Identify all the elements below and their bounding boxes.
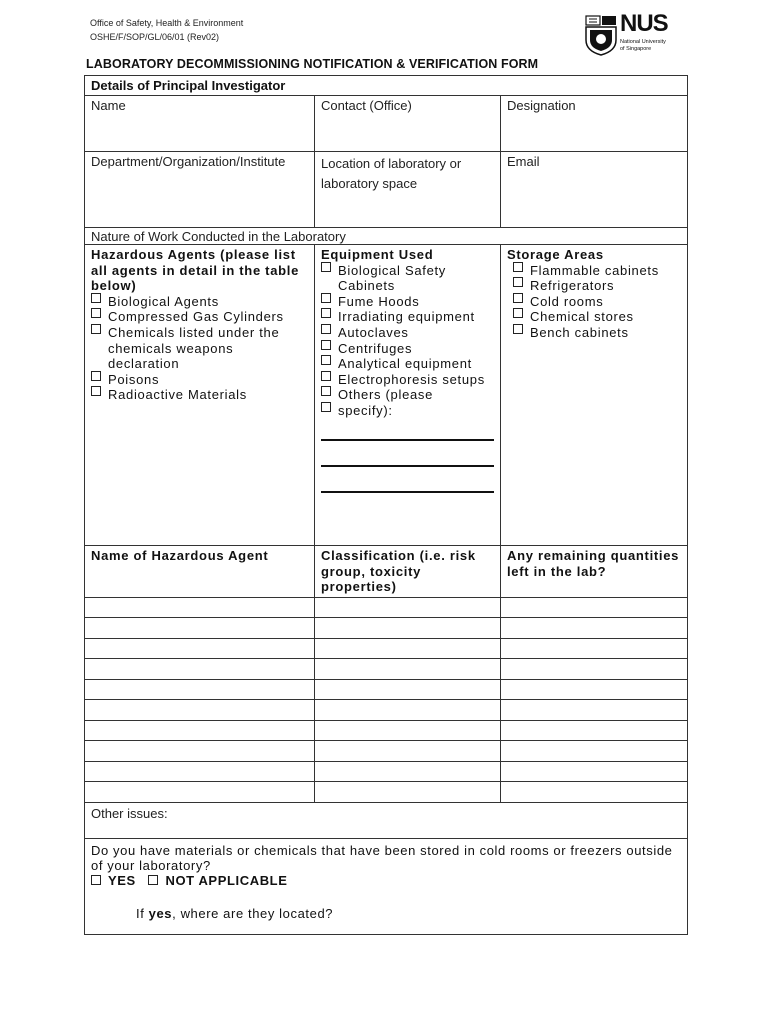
document-code: OSHE/F/SOP/GL/06/01 (Rev02): [90, 32, 220, 42]
table-row: [85, 597, 688, 618]
checkbox[interactable]: [91, 371, 101, 381]
table-cell[interactable]: [315, 679, 501, 700]
contact-field[interactable]: Contact (Office): [315, 96, 501, 152]
table-cell[interactable]: [315, 638, 501, 659]
storage-option[interactable]: Refrigerators: [507, 278, 681, 294]
table-cell[interactable]: [501, 638, 688, 659]
specify-line[interactable]: [321, 419, 494, 441]
office-name: Office of Safety, Health & Environment: [90, 18, 244, 28]
equipment-option[interactable]: Analytical equipment: [321, 356, 494, 372]
equipment-cell: [315, 245, 501, 546]
location-prompt: If yes, where are they located?: [136, 905, 334, 921]
checkbox[interactable]: [513, 262, 523, 272]
checkbox[interactable]: [91, 324, 101, 334]
hazardous-agents-cell: [85, 245, 315, 546]
table-cell[interactable]: [315, 659, 501, 680]
agent-name-header: Name of Hazardous Agent: [85, 546, 315, 598]
nature-heading: Nature of Work Conducted in the Laboratory: [85, 228, 688, 245]
table-cell[interactable]: [315, 700, 501, 721]
logo-text: NUS: [620, 10, 668, 37]
checkbox[interactable]: [321, 340, 331, 350]
hazard-option[interactable]: Radioactive Materials: [91, 387, 308, 403]
checkbox[interactable]: [321, 386, 331, 396]
table-row: [85, 741, 688, 762]
checkbox[interactable]: [91, 386, 101, 396]
form-title: LABORATORY DECOMMISSIONING NOTIFICATION & VERIFICATION FORM: [86, 57, 539, 71]
table-row: [85, 659, 688, 680]
table-cell[interactable]: [85, 638, 315, 659]
storage-cell: [501, 245, 688, 546]
table-cell[interactable]: [85, 597, 315, 618]
hazard-option[interactable]: Poisons: [91, 372, 308, 388]
remaining-quantities-header: Any remaining quantities left in the lab?: [501, 546, 688, 598]
equipment-option[interactable]: specify):: [321, 403, 494, 419]
checkbox[interactable]: [321, 308, 331, 318]
table-cell[interactable]: [85, 700, 315, 721]
checkbox[interactable]: [321, 293, 331, 303]
table-cell[interactable]: [501, 782, 688, 803]
table-row: [85, 638, 688, 659]
hazard-heading: Hazardous Agents (please list all agents in detail in the table below): [91, 247, 300, 294]
table-cell[interactable]: [85, 679, 315, 700]
email-field[interactable]: Email: [501, 152, 688, 228]
checkbox[interactable]: [513, 308, 523, 318]
table-cell[interactable]: [501, 720, 688, 741]
nus-crest-icon: [584, 14, 618, 56]
storage-option[interactable]: Chemical stores: [507, 309, 681, 325]
hazard-option[interactable]: Biological Agents: [91, 294, 308, 310]
table-cell[interactable]: [85, 720, 315, 741]
checkbox[interactable]: [91, 293, 101, 303]
table-row: [85, 679, 688, 700]
document-header: [90, 16, 243, 44]
storage-option[interactable]: Cold rooms: [507, 294, 681, 310]
table-cell[interactable]: [85, 741, 315, 762]
equipment-option[interactable]: Centrifuges: [321, 341, 494, 357]
question-text: Do you have materials or chemicals that have been stored in cold rooms or freezers outside of your laboratory?: [91, 842, 673, 873]
table-cell[interactable]: [501, 679, 688, 700]
table-cell[interactable]: [315, 761, 501, 782]
checkbox[interactable]: [91, 308, 101, 318]
table-row: [85, 720, 688, 741]
storage-heading: Storage Areas: [507, 247, 604, 262]
table-cell[interactable]: [85, 761, 315, 782]
designation-field[interactable]: Designation: [501, 96, 688, 152]
table-cell[interactable]: [501, 618, 688, 639]
yes-label: YES: [108, 872, 136, 888]
equipment-option[interactable]: Electrophoresis setups: [321, 372, 494, 388]
checkbox[interactable]: [321, 324, 331, 334]
checkbox[interactable]: [321, 262, 331, 272]
other-issues-field[interactable]: Other issues:: [85, 802, 688, 838]
not-applicable-label: NOT APPLICABLE: [165, 872, 288, 888]
table-cell[interactable]: [315, 782, 501, 803]
equipment-option[interactable]: Irradiating equipment: [321, 309, 494, 325]
location-field[interactable]: Location of laboratory or laboratory space: [315, 152, 501, 228]
table-cell[interactable]: [501, 597, 688, 618]
logo-subtitle: National University of Singapore: [620, 39, 666, 52]
not-applicable-checkbox[interactable]: [148, 875, 158, 885]
hazard-option[interactable]: Compressed Gas Cylinders: [91, 309, 308, 325]
pi-section-heading: Details of Principal Investigator: [85, 76, 688, 96]
table-cell[interactable]: [315, 720, 501, 741]
storage-option[interactable]: Bench cabinets: [507, 325, 681, 341]
checkbox[interactable]: [513, 277, 523, 287]
table-row: [85, 761, 688, 782]
table-cell[interactable]: [85, 618, 315, 639]
checkbox[interactable]: [513, 324, 523, 334]
checkbox[interactable]: [321, 402, 331, 412]
table-cell[interactable]: [315, 741, 501, 762]
equipment-option[interactable]: Others (please: [321, 387, 494, 403]
table-cell[interactable]: [501, 741, 688, 762]
decommissioning-form: [84, 75, 688, 935]
classification-header: Classification (i.e. risk group, toxicity properties): [315, 546, 501, 598]
equipment-option[interactable]: Autoclaves: [321, 325, 494, 341]
specify-line[interactable]: [321, 445, 494, 467]
cold-storage-question: [85, 838, 688, 934]
equipment-heading: Equipment Used: [321, 247, 434, 262]
checkbox[interactable]: [321, 371, 331, 381]
yes-checkbox[interactable]: [91, 875, 101, 885]
table-cell[interactable]: [501, 700, 688, 721]
table-row: [85, 618, 688, 639]
equipment-option[interactable]: Biological Safety Cabinets: [321, 263, 494, 294]
table-cell[interactable]: [501, 761, 688, 782]
checkbox[interactable]: [321, 355, 331, 365]
checkbox[interactable]: [513, 293, 523, 303]
hazard-option[interactable]: Chemicals listed under the chemicals weapons declaration: [91, 325, 308, 372]
name-field[interactable]: Name: [85, 96, 315, 152]
table-cell[interactable]: [315, 597, 501, 618]
specify-line[interactable]: [321, 471, 494, 493]
nus-logo: [584, 10, 676, 58]
table-cell[interactable]: [315, 618, 501, 639]
department-field[interactable]: Department/Organization/Institute: [85, 152, 315, 228]
storage-option[interactable]: Flammable cabinets: [507, 263, 681, 279]
table-row: [85, 782, 688, 803]
table-cell[interactable]: [501, 659, 688, 680]
answer-options: [91, 873, 681, 888]
table-cell[interactable]: [85, 782, 315, 803]
table-row: [85, 700, 688, 721]
equipment-option[interactable]: Fume Hoods: [321, 294, 494, 310]
table-cell[interactable]: [85, 659, 315, 680]
